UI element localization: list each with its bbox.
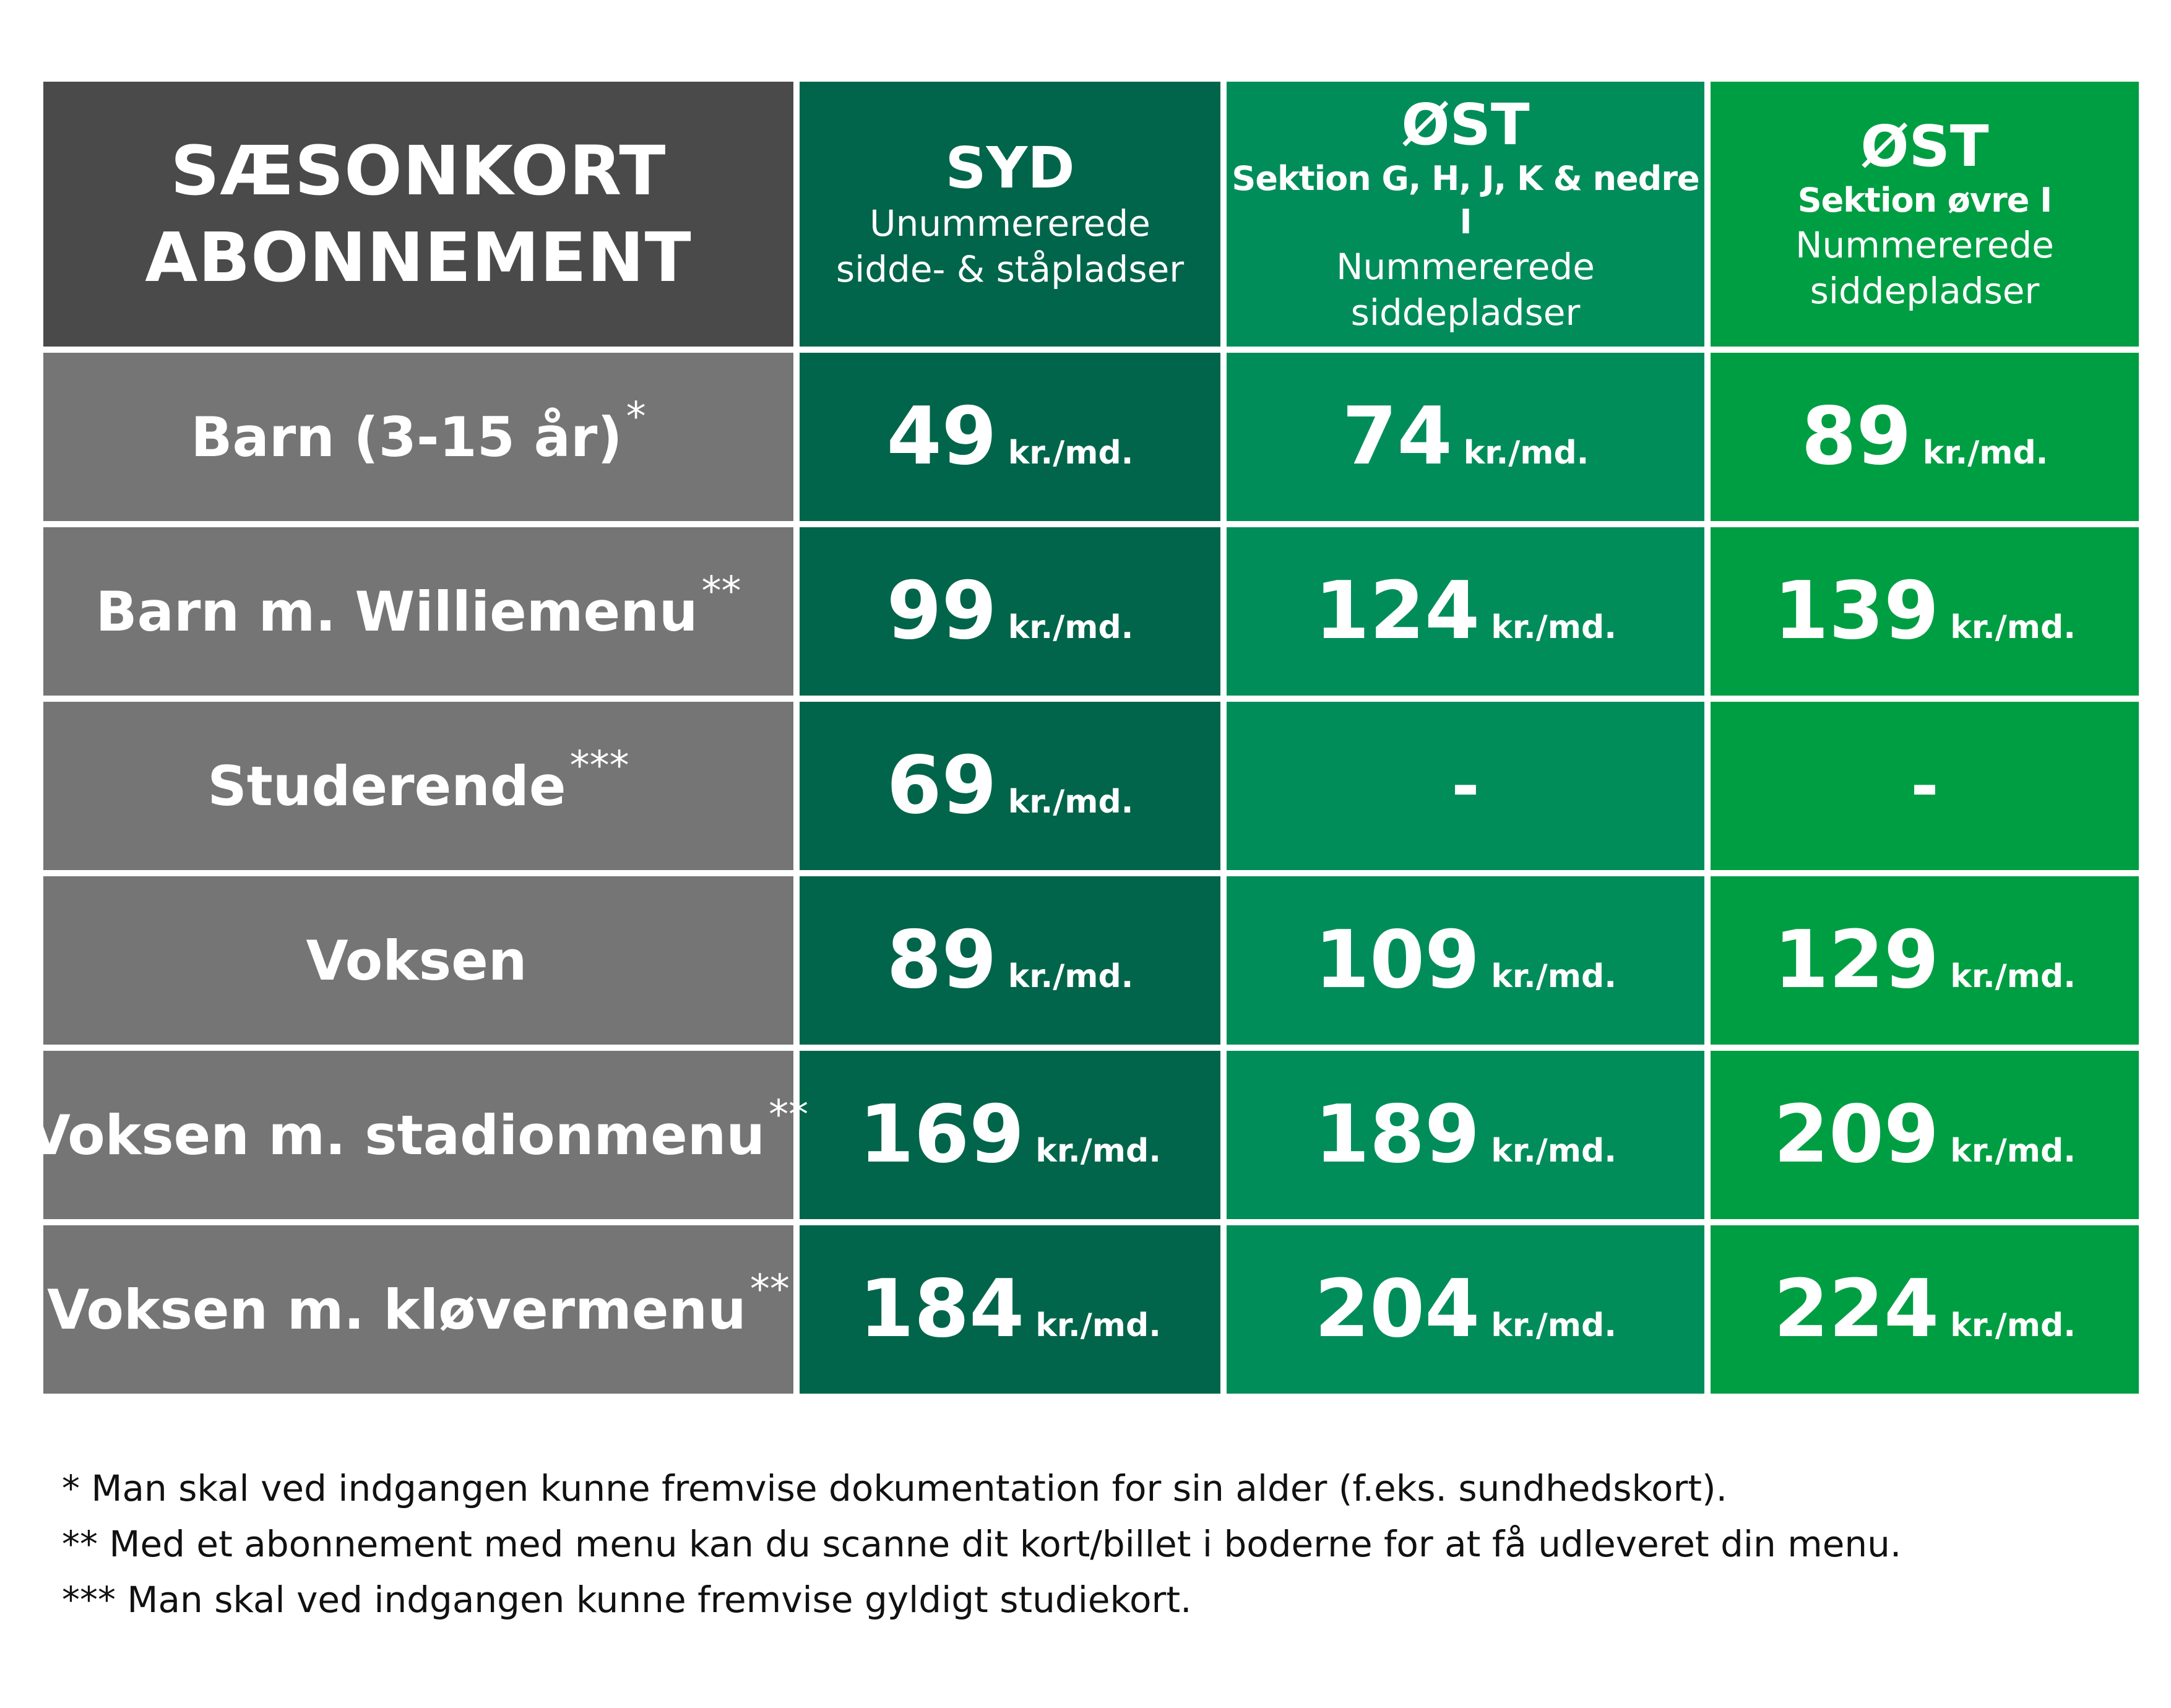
price-value: 69 <box>886 740 997 832</box>
footnote-mark: * <box>626 394 646 440</box>
table-title: SÆSONKORT ABONNEMENT <box>145 131 692 297</box>
column-subtitle: Unummererede <box>870 202 1150 244</box>
price-cell <box>1711 527 2139 696</box>
column-subtitle: Nummererede <box>1336 246 1595 288</box>
footnote: *** Man skal ved indgangen kunne fremvise gyldigt studiekort. <box>62 1579 1192 1621</box>
row-label: Voksen m. kløvermenu** <box>47 1266 790 1342</box>
price-unit: kr./md. <box>1491 1307 1616 1344</box>
row-label: Studerende*** <box>207 743 629 818</box>
column-section: Sektion G, H, J, K & nedre I <box>1232 159 1699 241</box>
row-label-cell <box>43 876 793 1045</box>
table-title-cell <box>43 82 793 347</box>
price-unit: kr./md. <box>1463 434 1589 472</box>
footnote-mark: ** <box>701 568 741 615</box>
price-cell <box>800 353 1220 521</box>
row-label: Barn (3-15 år)* <box>191 394 646 469</box>
price-unit: kr./md. <box>1008 958 1134 995</box>
price-cell <box>800 1225 1220 1394</box>
column-subtitle: siddepladser <box>1350 291 1581 334</box>
price-cell <box>1227 876 1704 1045</box>
price-unit: kr./md. <box>1035 1132 1161 1170</box>
price-value: 74 <box>1342 390 1452 483</box>
price-value: 129 <box>1774 914 1940 1006</box>
column-title: ØST <box>1860 113 1989 179</box>
price-cell <box>1711 1225 2139 1394</box>
price-cell <box>1711 353 2139 521</box>
price-value: 204 <box>1314 1263 1480 1355</box>
row-label: Barn m. Williemenu** <box>95 568 741 644</box>
column-subtitle: sidde- & ståpladser <box>835 248 1185 290</box>
price-value: 209 <box>1774 1089 1940 1181</box>
price-cell <box>800 1051 1220 1219</box>
price-value: 169 <box>859 1089 1025 1181</box>
price-value: 124 <box>1314 565 1480 657</box>
price-unit: kr./md. <box>1950 1132 2076 1170</box>
price-cell <box>800 876 1220 1045</box>
price-value: 189 <box>1314 1089 1480 1181</box>
footnote-mark: *** <box>569 743 629 789</box>
footnote-mark: ** <box>749 1266 790 1313</box>
not-available-dash: - <box>1451 746 1480 826</box>
row-label: Voksen m. stadionmenu** <box>28 1092 809 1167</box>
footnote-mark: ** <box>769 1092 809 1138</box>
price-cell <box>800 702 1220 870</box>
price-value: 224 <box>1774 1263 1940 1355</box>
column-subtitle: Nummererede <box>1795 224 2054 266</box>
column-header-ost-lower <box>1227 82 1704 347</box>
price-unit: kr./md. <box>1950 609 2076 646</box>
price-cell <box>1711 876 2139 1045</box>
price-value: 184 <box>859 1263 1025 1355</box>
price-cell <box>1227 1051 1704 1219</box>
price-value: 139 <box>1774 565 1940 657</box>
column-title: ØST <box>1401 92 1530 158</box>
price-table <box>28 82 2139 1394</box>
not-available-dash: - <box>1910 746 1939 826</box>
price-value: 49 <box>886 390 997 483</box>
row-label-cell <box>43 353 793 521</box>
price-unit: kr./md. <box>1008 609 1134 646</box>
footnote: * Man skal ved indgangen kunne fremvise dokumentation for sin alder (f.eks. sundhedskort). <box>62 1467 1728 1509</box>
column-section: Sektion øvre I <box>1797 181 2052 220</box>
footnotes <box>62 1460 2104 1628</box>
price-cell-empty <box>1711 702 2139 870</box>
column-title: SYD <box>945 135 1075 201</box>
price-unit: kr./md. <box>1950 1307 2076 1344</box>
price-cell <box>1227 1225 1704 1394</box>
price-value: 99 <box>886 565 997 657</box>
row-label-cell <box>28 1051 809 1219</box>
price-unit: kr./md. <box>1035 1307 1161 1344</box>
price-cell <box>1711 1051 2139 1219</box>
column-header-syd <box>800 82 1220 347</box>
price-unit: kr./md. <box>1922 434 2048 472</box>
price-value: 109 <box>1314 914 1480 1006</box>
price-unit: kr./md. <box>1008 783 1134 821</box>
price-unit: kr./md. <box>1491 958 1616 995</box>
price-value: 89 <box>886 914 997 1006</box>
price-cell-empty <box>1227 702 1704 870</box>
price-cell <box>1227 527 1704 696</box>
row-label-cell <box>43 1225 793 1394</box>
column-subtitle: siddepladser <box>1810 270 2040 312</box>
price-unit: kr./md. <box>1950 958 2076 995</box>
row-label-cell <box>43 702 793 870</box>
price-unit: kr./md. <box>1008 434 1134 472</box>
row-label-cell <box>43 527 793 696</box>
column-header-ost-upper <box>1711 82 2139 347</box>
price-unit: kr./md. <box>1491 609 1616 646</box>
price-cell <box>800 527 1220 696</box>
price-cell <box>1227 353 1704 521</box>
price-value: 89 <box>1801 390 1912 483</box>
price-unit: kr./md. <box>1491 1132 1616 1170</box>
footnote: ** Med et abonnement med menu kan du scanne dit kort/billet i boderne for at få udleveret din menu. <box>62 1523 1902 1565</box>
row-label: Voksen <box>306 928 527 993</box>
